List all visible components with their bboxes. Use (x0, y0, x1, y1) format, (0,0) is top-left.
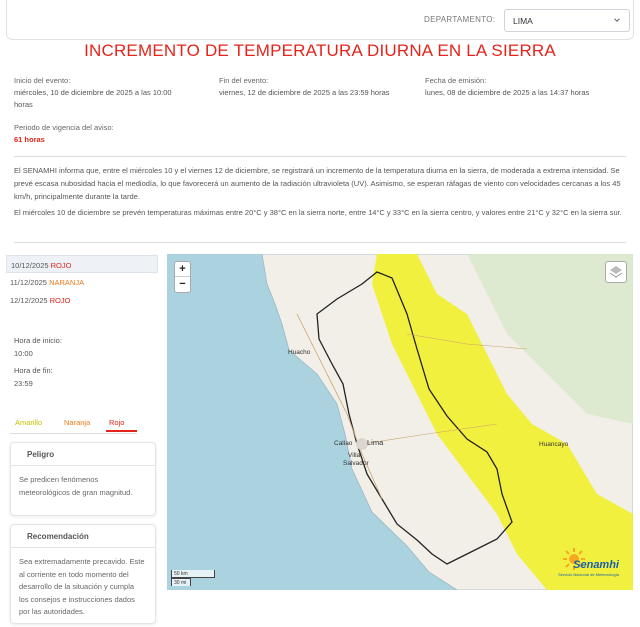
event-end (219, 75, 419, 99)
zoom-in-button[interactable]: + (175, 262, 190, 277)
map-label-salvador: Salvador (343, 460, 369, 467)
period-value: 61 horas (14, 135, 45, 144)
danger-title: Peligro (27, 450, 55, 459)
recommendation-title: Recomendación (27, 532, 89, 541)
description-paragraph-1: El SENAMHI informa que, entre el miércoles 10 y el viernes 12 de diciembre, se registrará un incremento de la temperatura diurna en la sierra, de moderada a extrema intensidad. Se prevé escasa nubosidad hacia el mediodía, lo que favorecerá un aumento de la radiación ultravioleta (UV). Asimismo, se esperan ráfagas de viento con velocidades cercanas a los 45 km/h, principalmente durante la tarde. (14, 166, 621, 201)
event-start-value: miércoles, 10 de diciembre de 2025 a las 10:00 (14, 88, 172, 97)
event-start (14, 75, 214, 111)
date-item[interactable] (6, 273, 158, 291)
divider (14, 242, 626, 243)
top-bar (6, 0, 634, 40)
danger-body: Se predicen fenómenos meteorológicos de gran magnitud. (19, 475, 133, 497)
map-label-lima: Lima (367, 438, 384, 447)
card-divider (11, 547, 155, 548)
tab-amarillo[interactable]: Amarillo (15, 418, 43, 427)
scale-km: 50 km (171, 570, 215, 578)
active-tab-indicator (106, 430, 137, 432)
date-value: 10/12/2025 (11, 261, 49, 270)
tab-naranja[interactable]: Naranja (64, 418, 91, 427)
date-level: NARANJA (49, 278, 85, 287)
zoom-control (174, 261, 191, 293)
map-canvas (167, 254, 633, 590)
chevron-down-icon (613, 16, 621, 24)
recommendation-card (10, 524, 156, 624)
period-label: Periodo de vigencia del aviso: (14, 123, 114, 132)
map-label-callao: Callao (334, 440, 353, 447)
end-hour-label: Hora de fin: (14, 366, 53, 375)
emission-label: Fecha de emisión: (425, 76, 487, 85)
department-selected-value: LIMA (513, 16, 533, 26)
validity-period (14, 122, 214, 146)
end-hour-value: 23:59 (14, 379, 33, 388)
layers-icon (606, 262, 626, 282)
event-start-value-cont: horas (14, 100, 33, 109)
date-item[interactable] (6, 255, 158, 273)
page-title: INCREMENTO DE TEMPERATURA DIURNA EN LA SIERRA (84, 41, 556, 60)
end-hour (14, 364, 53, 390)
date-item[interactable] (6, 291, 158, 309)
senamhi-logo (557, 548, 623, 584)
date-value: 12/12/2025 (10, 296, 48, 305)
map-scale (171, 570, 215, 586)
date-list (6, 255, 158, 309)
department-label: DEPARTAMENTO: (424, 15, 496, 24)
logo-subtext: Servicio Nacional de Meteorología (558, 572, 619, 577)
tab-rojo[interactable]: Rojo (109, 418, 125, 427)
date-value: 11/12/2025 (10, 278, 47, 287)
zoom-out-button[interactable]: − (179, 278, 186, 290)
event-start-label: Inicio del evento: (14, 76, 71, 85)
date-level: ROJO (50, 261, 72, 270)
map-label-villa: Villa (348, 452, 361, 459)
divider (14, 156, 626, 157)
danger-card (10, 442, 156, 516)
scale-mi: 30 mi (171, 578, 191, 586)
emission-date (425, 75, 630, 99)
card-divider (11, 465, 155, 466)
level-tabs (10, 416, 137, 434)
recommendation-body: Sea extremadamente precavido. Este al corriente en todo momento del desarrollo de la situación y cumpla los consejos e instrucciones dados por las autoridades. (19, 557, 145, 616)
emission-value: lunes, 08 de diciembre de 2025 a las 14:37 horas (425, 88, 590, 97)
event-end-label: Fin del evento: (219, 76, 269, 85)
alert-map[interactable] (167, 254, 633, 590)
layers-button[interactable] (605, 261, 627, 283)
start-hour-value: 10:00 (14, 349, 33, 358)
logo-text: Senamhi (573, 559, 619, 571)
department-select[interactable] (504, 9, 630, 32)
start-hour (14, 334, 62, 360)
date-level: ROJO (49, 296, 71, 305)
map-label-huancayo: Huancayo (539, 441, 569, 448)
start-hour-label: Hora de inicio: (14, 336, 62, 345)
event-end-value: viernes, 12 de diciembre de 2025 a las 23:59 horas (219, 88, 390, 97)
map-label-huacho: Huacho (288, 349, 311, 356)
description-paragraph-2: El miércoles 10 de diciembre se prevén temperaturas máximas entre 20°C y 38°C en la sierra norte, entre 14°C y 33°C en la sierra centro, y valores entre 21°C y 32°C en la sierra sur. (14, 208, 622, 217)
